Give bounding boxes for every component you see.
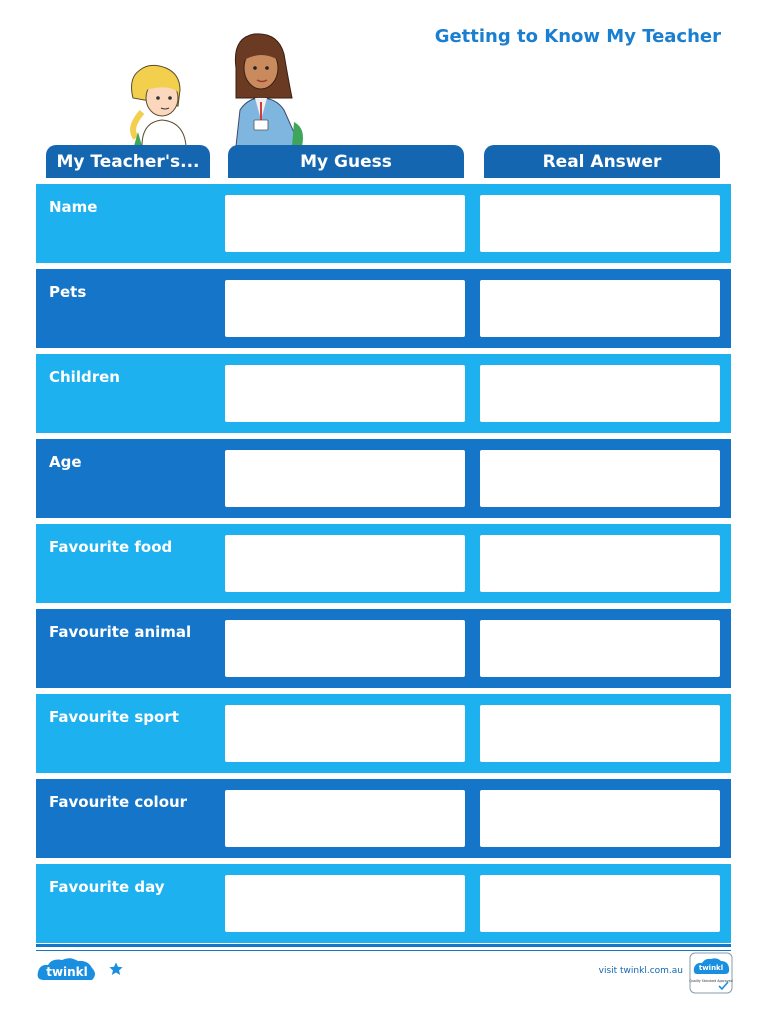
real-answer-box[interactable] (480, 620, 720, 677)
twinkl-logo[interactable] (36, 956, 98, 986)
row-label: Favourite colour (49, 793, 188, 811)
teacher-student-illustration (128, 28, 318, 146)
footer-divider-thin (36, 950, 731, 951)
badge-text: Quality Standard Approved (689, 979, 733, 983)
student-figure (132, 65, 186, 146)
real-answer-box[interactable] (480, 705, 720, 762)
row-pets (36, 269, 731, 348)
row-favourite-food (36, 524, 731, 603)
row-favourite-day (36, 864, 731, 943)
guess-box[interactable] (225, 450, 465, 507)
row-age (36, 439, 731, 518)
guess-box[interactable] (225, 705, 465, 762)
guess-box[interactable] (225, 195, 465, 252)
question-table (36, 184, 731, 949)
real-answer-box[interactable] (480, 195, 720, 252)
header-my-guess: My Guess (228, 145, 464, 178)
real-answer-box[interactable] (480, 875, 720, 932)
page-title: Getting to Know My Teacher (434, 26, 721, 47)
row-children (36, 354, 731, 433)
footer-divider (36, 944, 731, 947)
logo-text: twinkl (46, 965, 88, 979)
row-label: Favourite food (49, 538, 173, 556)
real-answer-box[interactable] (480, 535, 720, 592)
row-label: Favourite animal (49, 623, 192, 641)
header-real-answer: Real Answer (484, 145, 720, 178)
row-name (36, 184, 731, 263)
row-label: Children (49, 368, 120, 386)
guess-box[interactable] (225, 790, 465, 847)
row-label: Favourite day (49, 878, 165, 896)
row-label: Age (49, 453, 82, 471)
quality-standard-badge-icon (689, 952, 733, 994)
row-favourite-animal (36, 609, 731, 688)
guess-box[interactable] (225, 535, 465, 592)
teacher-figure (235, 34, 303, 146)
row-label: Pets (49, 283, 87, 301)
guess-box[interactable] (225, 365, 465, 422)
badge-brand: twinkl (698, 964, 724, 972)
row-favourite-colour (36, 779, 731, 858)
row-label: Favourite sport (49, 708, 179, 726)
row-label: Name (49, 198, 98, 216)
star-icon (108, 961, 124, 977)
header-my-teachers: My Teacher's... (46, 145, 210, 178)
guess-box[interactable] (225, 875, 465, 932)
visit-link[interactable]: visit twinkl.com.au (598, 966, 683, 976)
real-answer-box[interactable] (480, 790, 720, 847)
real-answer-box[interactable] (480, 280, 720, 337)
row-favourite-sport (36, 694, 731, 773)
guess-box[interactable] (225, 280, 465, 337)
guess-box[interactable] (225, 620, 465, 677)
real-answer-box[interactable] (480, 450, 720, 507)
real-answer-box[interactable] (480, 365, 720, 422)
